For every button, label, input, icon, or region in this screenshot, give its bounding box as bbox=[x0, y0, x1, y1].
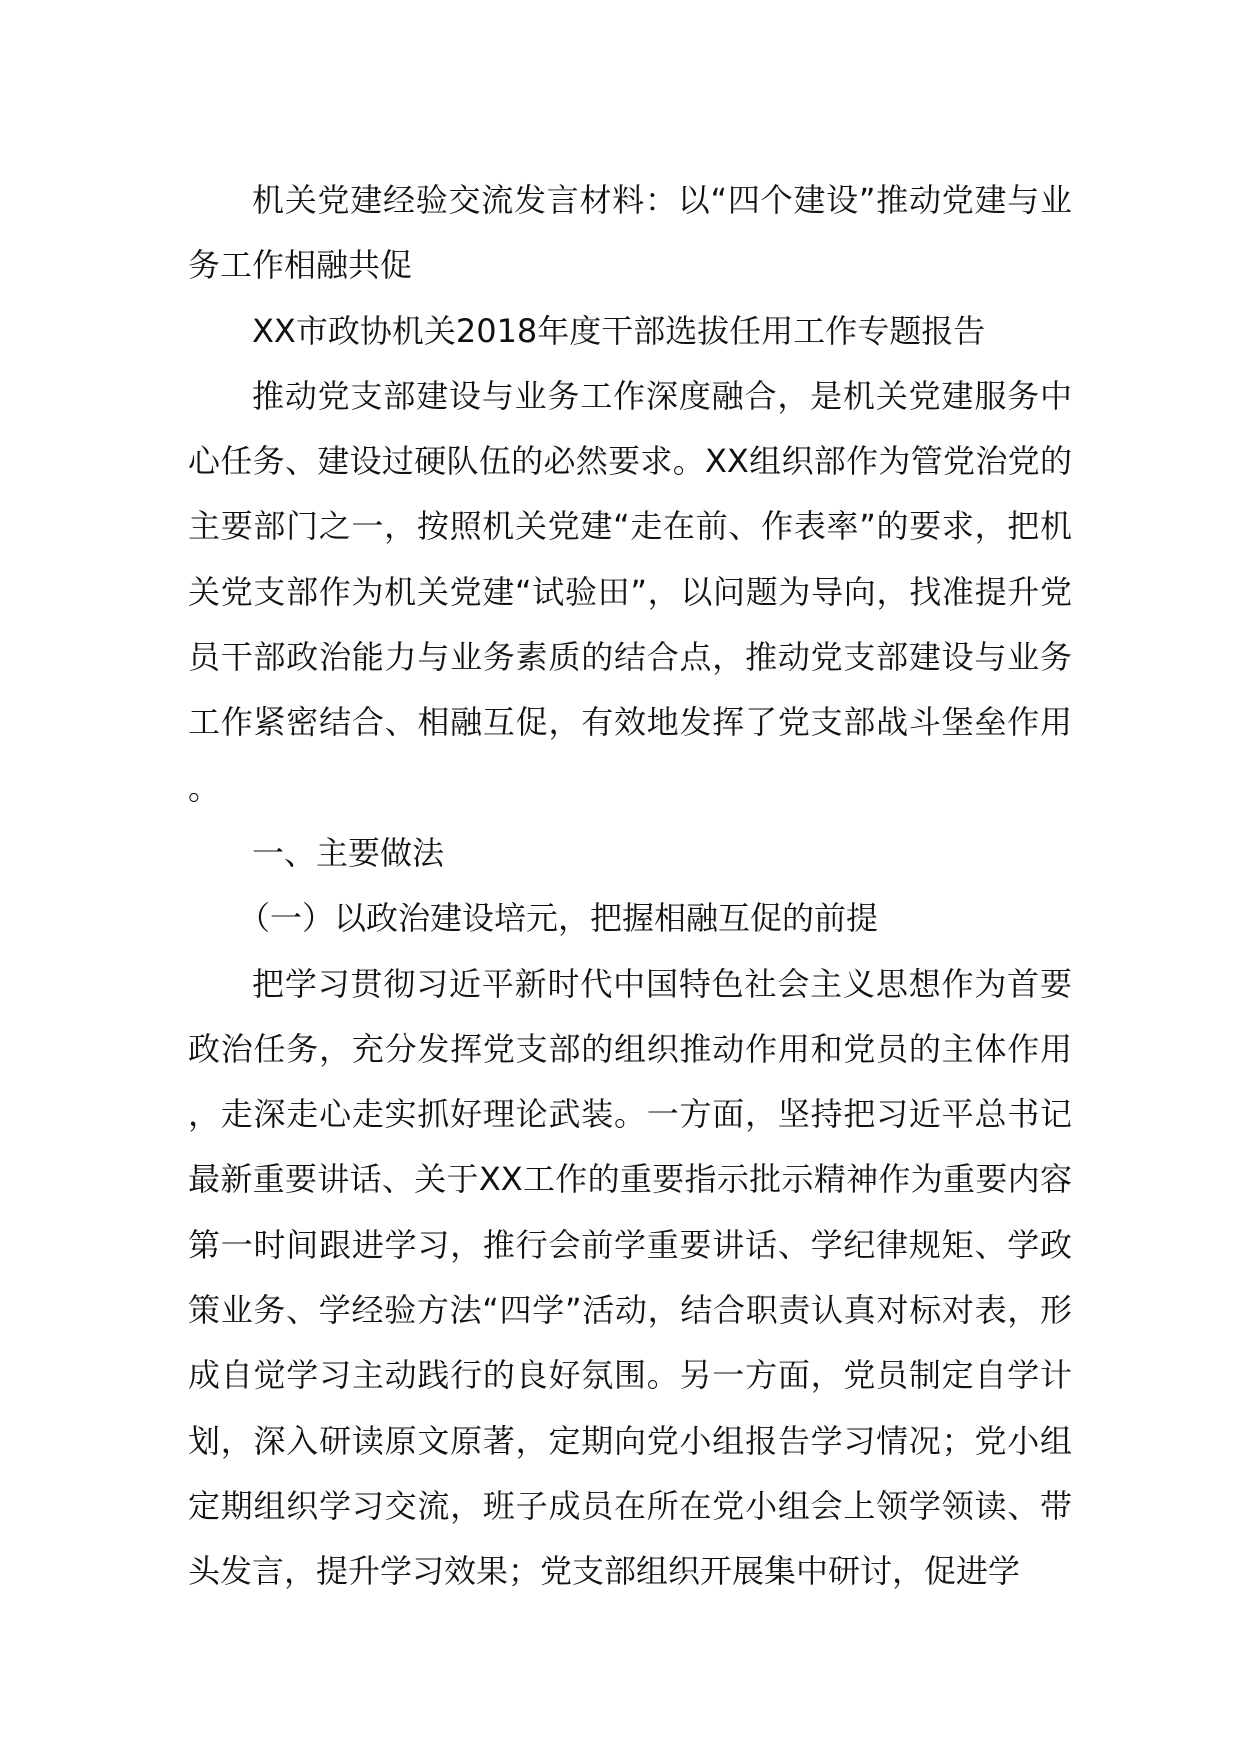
subsection-heading: （一）以政治建设培元，把握相融互促的前提 bbox=[238, 899, 879, 938]
document-title: 机关党建经验交流发言材料：以“四个建设”推动党建与业务工作相融共促 bbox=[188, 181, 1072, 285]
section-heading: 一、主要做法 bbox=[252, 833, 445, 872]
intro-paragraph: 推动党支部建设与业务工作深度融合，是机关党建服务中心任务、建设过硬队伍的必然要求。XX组织部作为管党治党的主要部门之一，按照机关党建“走在前、作表率”的要求，把机关党支部作为机关党建“试验田”，以问题为导向，找准提升党员干部政治能力与业务素质的结合点，推动党支部建设与业务工作紧密结合、相融互促，有效地发挥了党支部战斗堡垒作用。 bbox=[188, 376, 1072, 807]
body-paragraph: 把学习贯彻习近平新时代中国特色社会主义思想作为首要政治任务，充分发挥党支部的组织推动作用和党员的主体作用，走深走心走实抓好理论武装。一方面，坚持把习近平总书记最新重要讲话、关于XX工作的重要指示批示精神作为重要内容第一时间跟进学习，推行会前学重要讲话、学纪律规矩、学政策业务、学经验方法“四学”活动，结合职责认真对标对表，形成自觉学习主动践行的良好氛围。另一方面，党员制定自学计划，深入研读原文原著，定期向党小组报告学习情况；党小组定期组织学习交流，班子成员在所在党小组会上领学领读、带头发言，提升学习效果；党支部组织开展集中研讨，促进学 bbox=[188, 964, 1072, 1591]
document-subtitle: XX市政协机关2018年度干部选拔任用工作专题报告 bbox=[252, 311, 986, 350]
document-body bbox=[188, 168, 1072, 1605]
